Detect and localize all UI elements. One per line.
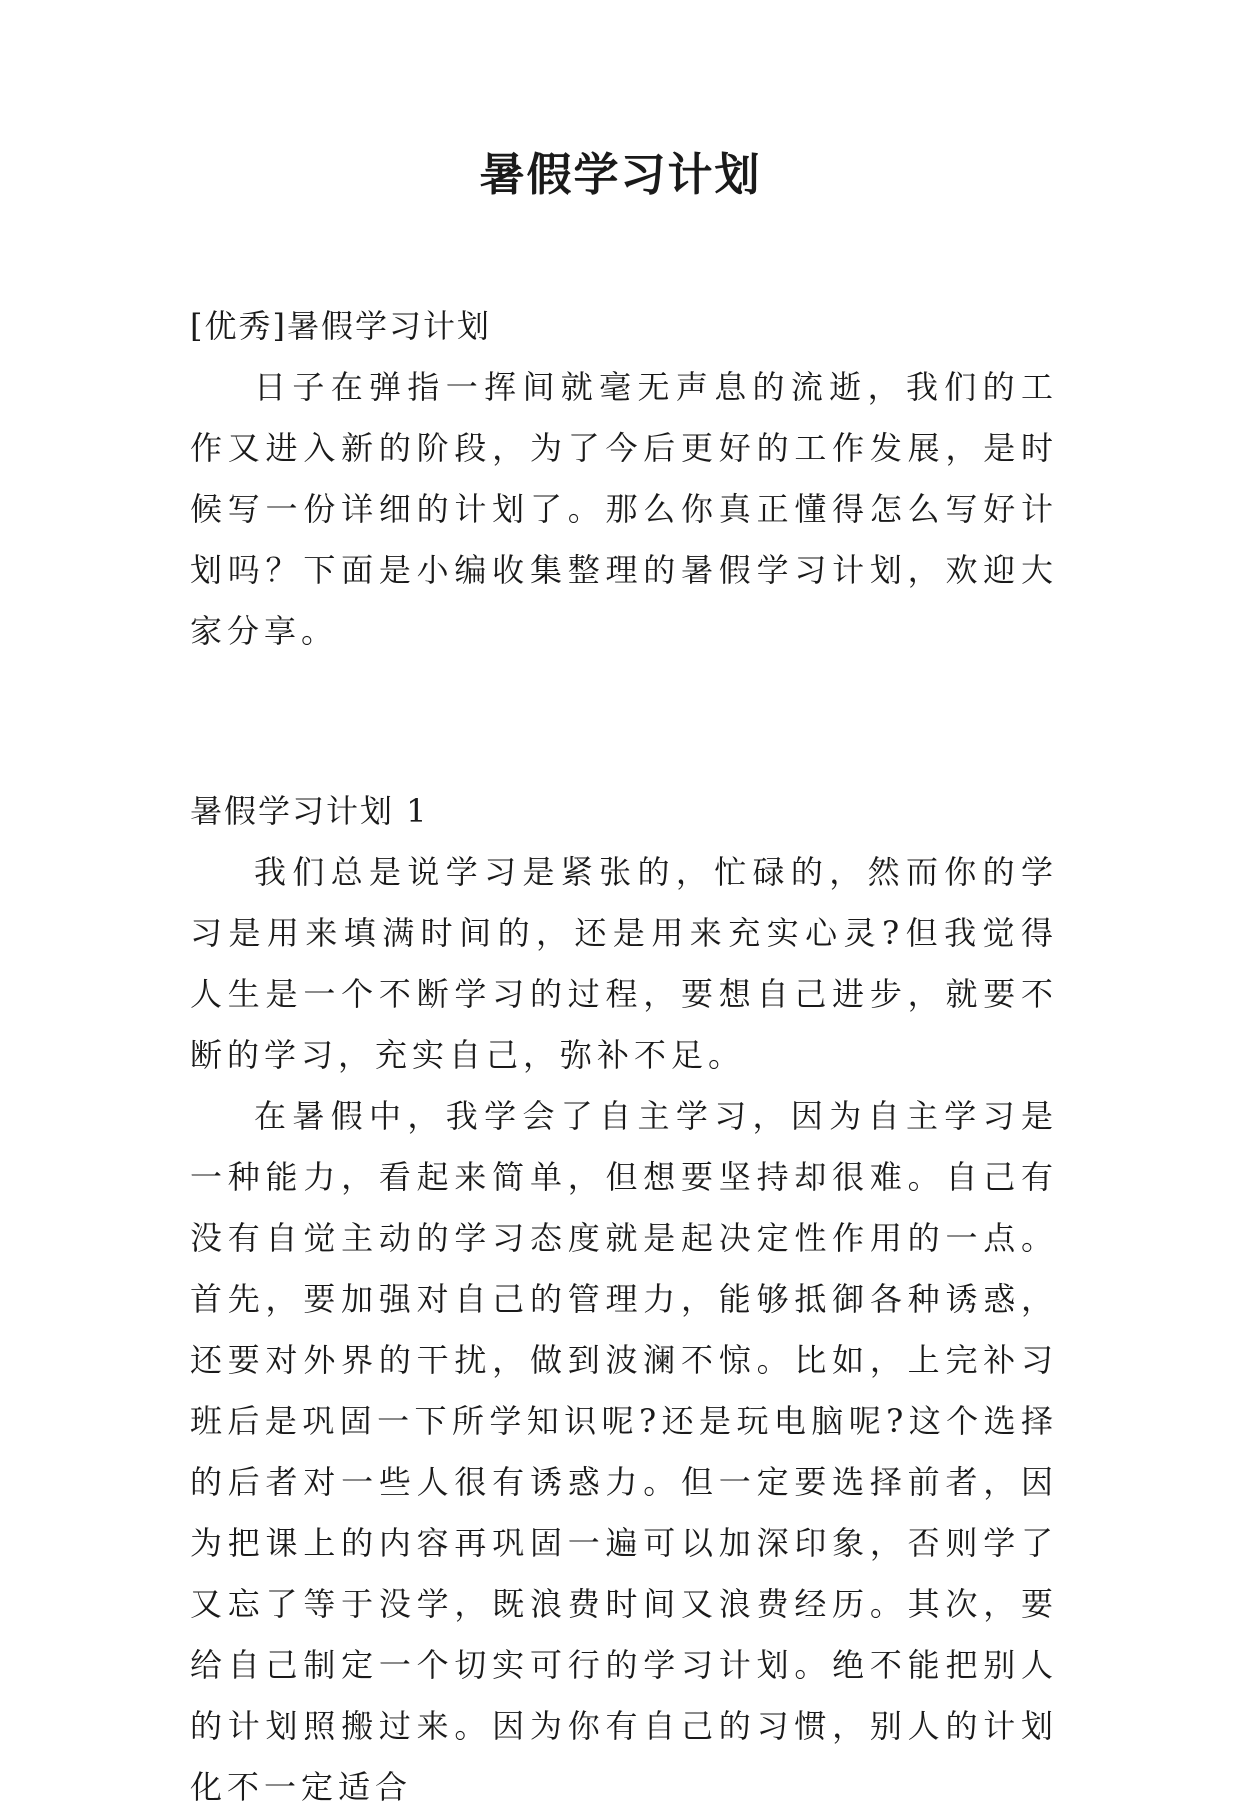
section-heading: 暑假学习计划 1 (190, 792, 429, 830)
document-title: 暑假学习计划 (479, 148, 762, 201)
document-subtitle: [优秀]暑假学习计划 (190, 307, 491, 345)
document-body (190, 296, 1058, 1818)
body-paragraph: 我们总是说学习是紧张的，忙碌的，然而你的学习是用来填满时间的，还是用来充实心灵?但我觉得人生是一个不断学习的过程，要想自己进步，就要不断的学习，充实自己，弥补不足。 (190, 853, 1058, 1074)
section-spacer (190, 662, 1058, 781)
intro-paragraph: 日子在弹指一挥间就毫无声息的流逝，我们的工作又进入新的阶段，为了今后更好的工作发展，是时候写一份详细的计划了。那么你真正懂得怎么写好计划吗？下面是小编收集整理的暑假学习计划，欢迎大家分享。 (190, 368, 1058, 650)
body-paragraph: 在暑假中，我学会了自主学习，因为自主学习是一种能力，看起来简单，但想要坚持却很难。自己有没有自觉主动的学习态度就是起决定性作用的一点。首先，要加强对自己的管理力，能够抵御各种诱惑，还要对外界的干扰，做到波澜不惊。比如，上完补习班后是巩固一下所学知识呢?还是玩电脑呢?这个选择的后者对一些人很有诱惑力。但一定要选择前者，因为把课上的内容再巩固一遍可以加深印象，否则学了又忘了等于没学，既浪费时间又浪费经历。其次，要给自己制定一个切实可行的学习计划。绝不能把别人的计划照搬过来。因为你有自己的习惯，别人的计划化不一定适合 (190, 1097, 1058, 1806)
